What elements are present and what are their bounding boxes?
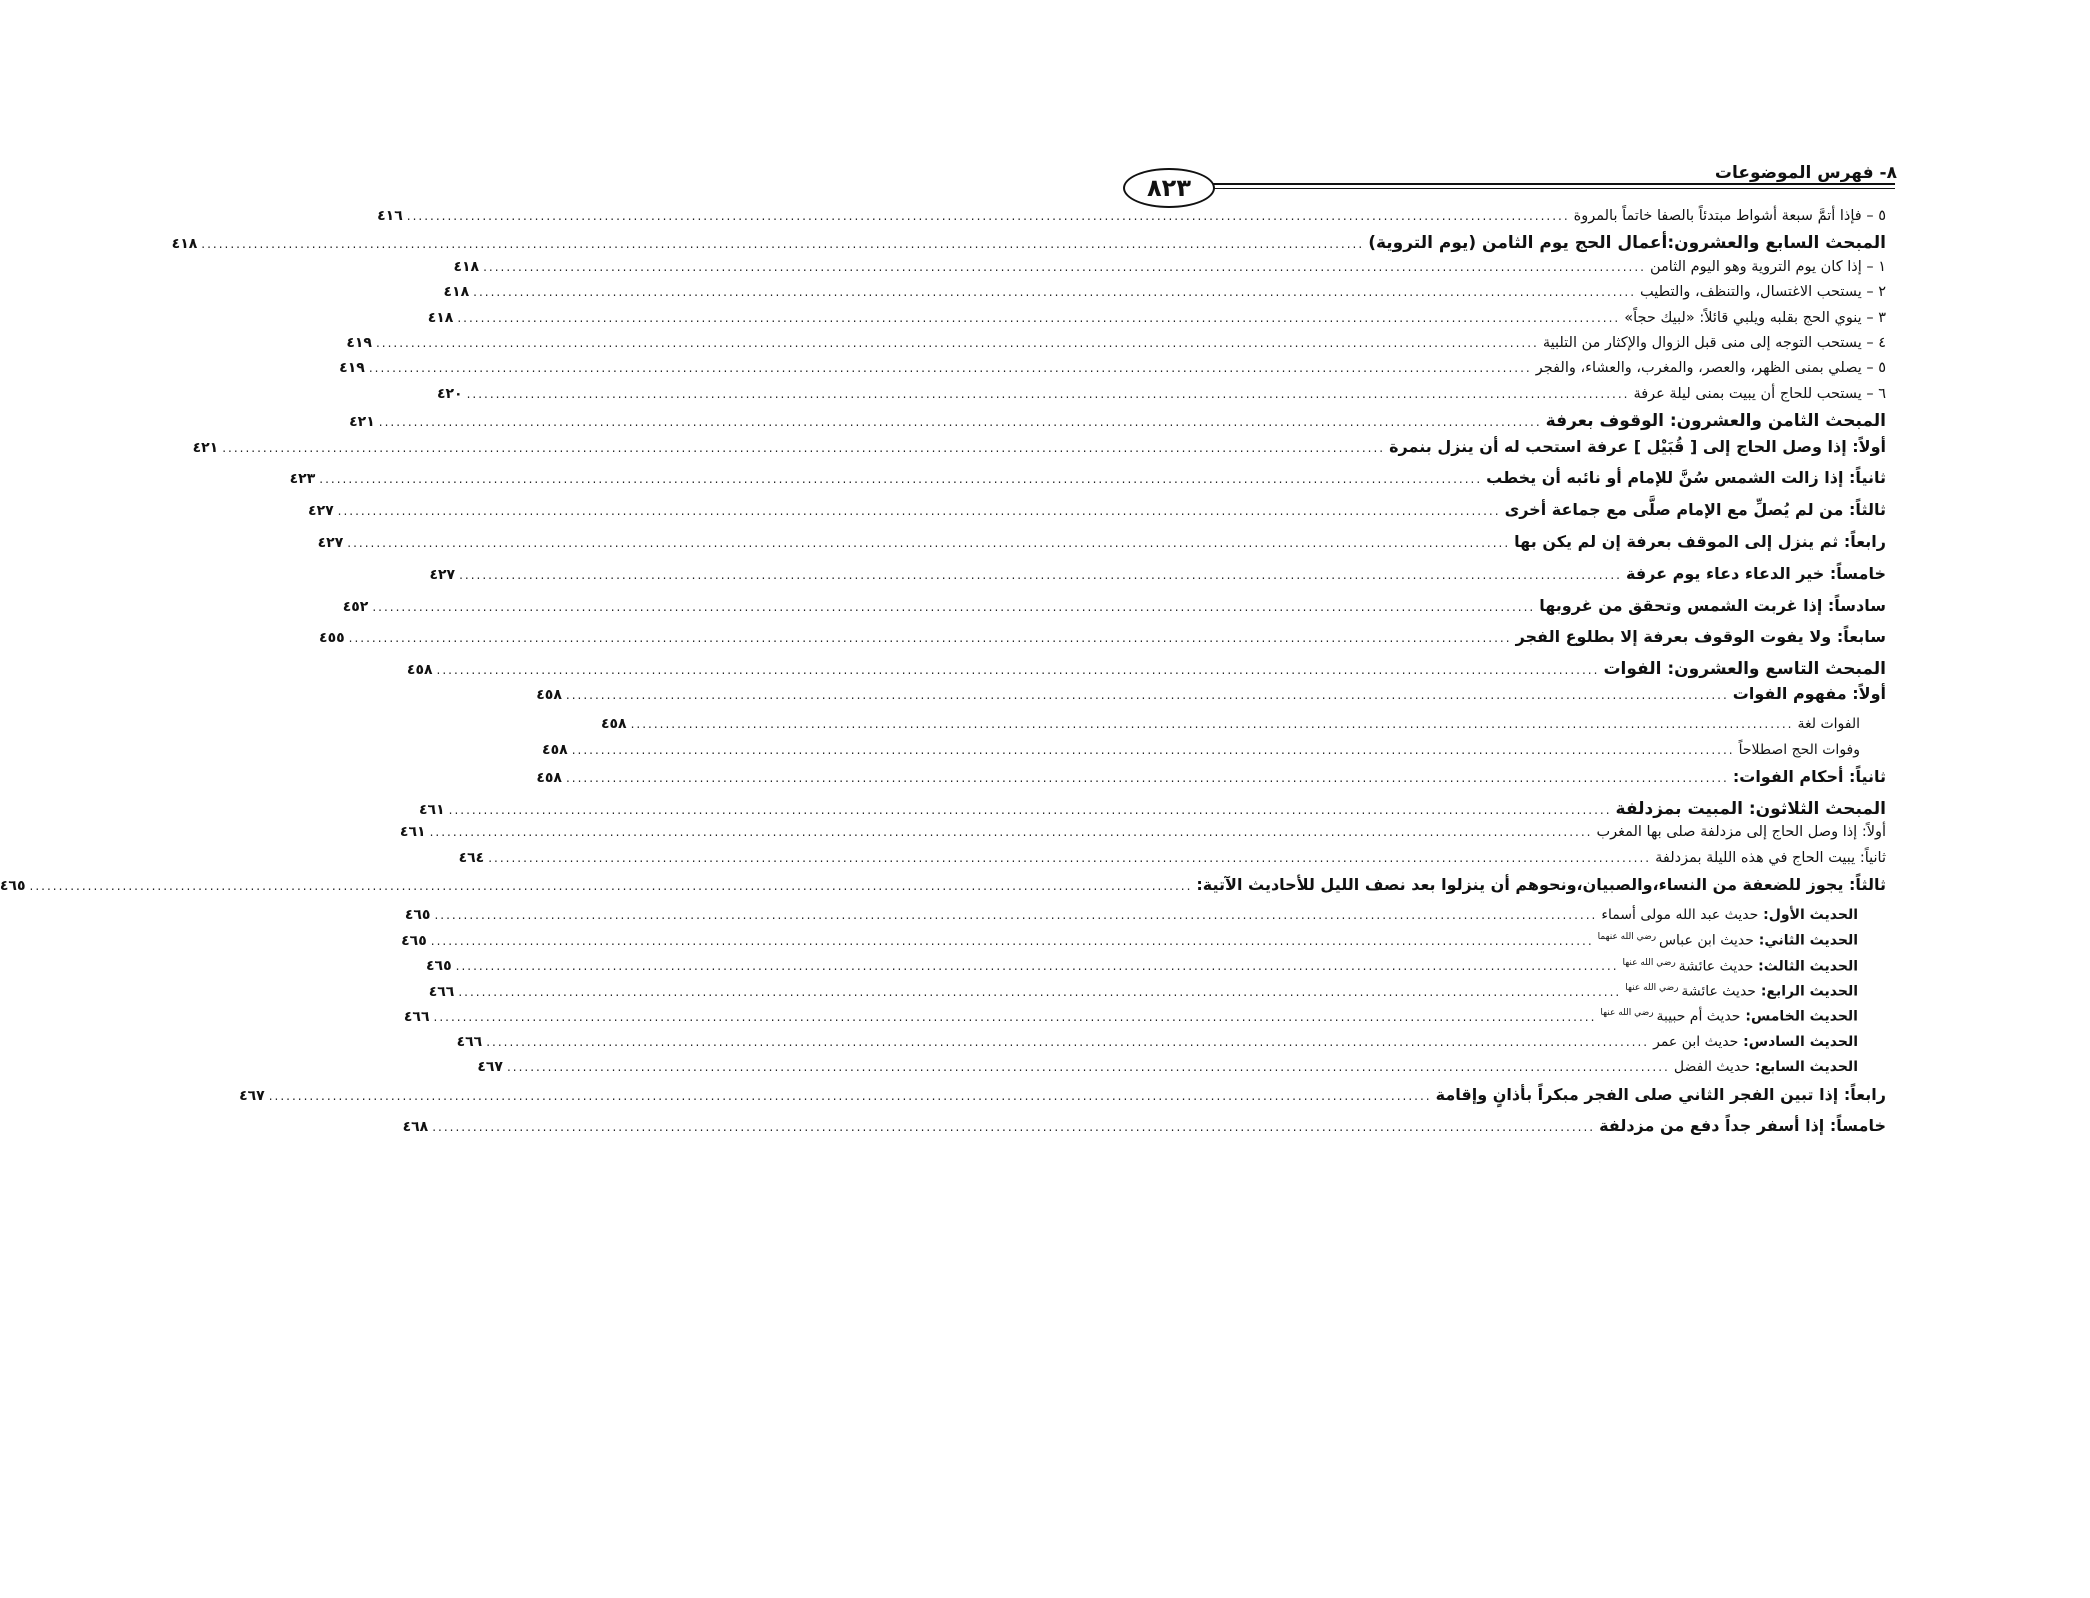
- toc-entry: [289, 468, 1886, 500]
- toc-entry-page: ٤٢٧: [308, 503, 334, 520]
- dot-leader: ........................................................................................................................................................................................................: [337, 504, 1501, 519]
- dot-leader: ........................................................................................................................................................................................................: [372, 599, 1536, 614]
- toc-entry: [542, 741, 1886, 767]
- toc-entry-text: ثالثاً: يجوز للضعفة من النساء،والصبيان،ونحوهم أن ينزلوا بعد نصف الليل للأحاديث الآتية:: [1196, 875, 1886, 895]
- toc-entry-text: المبحث التاسع والعشرون: الفوات: [1603, 659, 1886, 680]
- toc-entry-text: ثانياً: إذا زالت الشمس سُنَّ للإمام أو نائبه أن يخطب: [1486, 468, 1886, 488]
- hadith-number: الحديث الأول:: [1758, 906, 1858, 923]
- dot-leader: ........................................................................................................................................................................................................: [448, 802, 1612, 817]
- dot-leader: ........................................................................................................................................................................................................: [430, 933, 1594, 948]
- toc-entry-title: [1486, 468, 1886, 487]
- toc-entry-page: ٤٥٢: [342, 598, 369, 615]
- toc-entry-title: [1598, 932, 1886, 949]
- hadith-number: الحديث الثاني:: [1753, 932, 1858, 949]
- toc-entry: [342, 595, 1886, 628]
- toc-entry: [192, 436, 1886, 469]
- toc-entry-text: رابعاً: ثم ينزل إلى الموقف بعرفة إن لم يكن بها: [1514, 531, 1886, 551]
- hadith-number: الحديث الثالث:: [1753, 958, 1858, 975]
- toc-entry: [0, 875, 1886, 907]
- toc-entry-page: ٤٦١: [419, 801, 445, 818]
- toc-entry: [349, 411, 1886, 436]
- dot-leader: ........................................................................................................................................................................................................: [432, 1120, 1596, 1135]
- toc-entry-text: ٣ – ينوي الحج بقلبه ويلبي قائلاً: «لبيك حجاً»: [1624, 309, 1886, 326]
- honorific: رضي الله عنهما: [1597, 932, 1659, 943]
- header-rule: [1210, 183, 1895, 189]
- toc-entry-page: ٤٢٠: [436, 385, 463, 402]
- toc-entry-title: [1505, 500, 1886, 519]
- toc-entry-page: ٤٥٨: [536, 770, 562, 787]
- dot-leader: ........................................................................................................................................................................................................: [565, 688, 1729, 703]
- toc-entry-text: أولاً: إذا وصل الحاج إلى [ قُبَيْل ] عرفة استحب له أن ينزل بنمرة: [1389, 436, 1886, 456]
- toc-entry: [419, 798, 1886, 824]
- toc-entry-title: [1601, 907, 1886, 923]
- dot-leader: ........................................................................................................................................................................................................: [222, 440, 1386, 455]
- toc-entry: [319, 627, 1886, 659]
- dot-leader: ........................................................................................................................................................................................................: [433, 1010, 1597, 1025]
- page-number-badge: ٨٢٣: [1123, 168, 1215, 208]
- toc-entry-title: [1625, 983, 1886, 1000]
- toc-entry-page: ٤٢٧: [317, 534, 344, 551]
- toc-entry-text: أولاً: مفهوم الفوات: [1732, 684, 1886, 704]
- toc-entry: [346, 334, 1886, 360]
- honorific: رضي الله عنها: [1600, 1008, 1657, 1019]
- table-of-contents: [0, 208, 1886, 1148]
- toc-entry-page: ٤١٨: [443, 284, 470, 301]
- toc-entry-title: [1655, 850, 1886, 866]
- toc-entry-text: ٤ – يستحب التوجه إلى منى قبل الزوال والإكثار من التلبية: [1542, 334, 1886, 351]
- toc-entry: [427, 309, 1886, 335]
- toc-entry: [536, 767, 1886, 799]
- toc-entry: [401, 932, 1886, 957]
- dot-leader: ........................................................................................................................................................................................................: [458, 984, 1622, 999]
- toc-entry-page: ٤٦٦: [456, 1033, 483, 1050]
- toc-entry-text: ٢ – يستحب الاغتسال، والتنظف، والتطيب: [1640, 284, 1886, 301]
- toc-entry-page: ٤٦٤: [458, 849, 485, 866]
- toc-entry-page: ٤٢١: [192, 439, 219, 456]
- toc-entry-page: ٤٢٣: [289, 471, 316, 488]
- toc-entry-text: حديث ابن عباس: [1658, 932, 1754, 949]
- toc-entry-text: حديث عبد الله مولى أسماء: [1601, 906, 1759, 923]
- toc-entry-title: [1389, 437, 1886, 456]
- toc-entry-text: وفوات الحج اصطلاحاً: [1738, 741, 1860, 758]
- dot-leader: ........................................................................................................................................................................................................: [565, 771, 1729, 786]
- toc-entry: [536, 684, 1886, 716]
- toc-entry: [239, 1084, 1886, 1117]
- toc-entry: [339, 360, 1886, 385]
- toc-entry: [377, 208, 1886, 233]
- page-header-title: ٨- فهرس الموضوعات: [1714, 163, 1897, 183]
- toc-entry: [477, 1059, 1886, 1084]
- toc-entry-page: ٤٦٧: [239, 1087, 265, 1104]
- toc-entry-page: ٤١٨: [171, 236, 198, 253]
- toc-entry-text: سادساً: إذا غربت الشمس وتحقق من غروبها: [1539, 595, 1886, 615]
- toc-entry-title: [1543, 335, 1886, 351]
- toc-entry-title: [1516, 627, 1886, 646]
- dot-leader: ........................................................................................................................................................................................................: [488, 850, 1652, 865]
- toc-entry-page: ٤٦٥: [401, 932, 427, 949]
- toc-entry-page: ٤١٦: [377, 208, 403, 224]
- toc-entry-page: ٤٦١: [399, 824, 426, 841]
- honorific: رضي الله عنها: [1622, 957, 1679, 968]
- dot-leader: ........................................................................................................................................................................................................: [429, 825, 1593, 840]
- toc-entry-title: [1733, 767, 1886, 786]
- toc-entry: [308, 500, 1886, 532]
- dot-leader: ........................................................................................................................................................................................................: [378, 415, 1542, 430]
- toc-entry-page: ٤٦٥: [404, 906, 431, 923]
- toc-entry-page: ٤١٩: [339, 360, 365, 377]
- toc-entry: [403, 1008, 1886, 1033]
- dot-leader: ........................................................................................................................................................................................................: [368, 361, 1532, 376]
- dot-leader: ........................................................................................................................................................................................................: [347, 535, 1511, 550]
- dot-leader: ........................................................................................................................................................................................................: [457, 310, 1621, 325]
- toc-entry-page: ٤٥٨: [542, 741, 568, 758]
- toc-entry-text: المبحث الثامن والعشرون: الوقوف بعرفة: [1545, 411, 1886, 432]
- toc-entry-title: [1739, 742, 1886, 758]
- toc-entry: [171, 233, 1886, 258]
- dot-leader: ........................................................................................................................................................................................................: [506, 1060, 1670, 1075]
- toc-entry-page: ٤٦٧: [477, 1059, 503, 1076]
- toc-entry-page: ٤٦٨: [402, 1119, 429, 1136]
- toc-entry-text: أولاً: إذا وصل الحاج إلى مزدلفة صلى بها المغرب: [1596, 824, 1886, 841]
- toc-entry-title: [1599, 1116, 1886, 1135]
- toc-entry-text: ثالثاً: من لم يُصلِّ مع الإمام صلَّى مع جماعة أخرى: [1504, 500, 1886, 520]
- toc-entry: [428, 983, 1886, 1008]
- toc-entry-title: [1600, 1008, 1886, 1025]
- toc-entry: [404, 906, 1886, 932]
- toc-entry-page: ٤٢١: [349, 414, 375, 431]
- toc-entry-title: [1653, 1034, 1886, 1050]
- dot-leader: ........................................................................................................................................................................................................: [459, 567, 1622, 582]
- toc-entry-title: [1196, 875, 1886, 894]
- toc-entry-text: حديث عائشة: [1678, 958, 1754, 975]
- dot-leader: ........................................................................................................................................................................................................: [473, 285, 1637, 300]
- toc-entry-title: [1546, 411, 1886, 431]
- toc-entry-title: [1623, 958, 1886, 975]
- toc-entry: [600, 716, 1886, 741]
- dot-leader: ........................................................................................................................................................................................................: [319, 472, 1483, 487]
- toc-entry-title: [1536, 360, 1886, 376]
- toc-entry-title: [1596, 824, 1886, 840]
- toc-entry-title: [1733, 684, 1886, 703]
- toc-entry-title: [1633, 386, 1886, 402]
- toc-entry-text: خامساً: خير الدعاء دعاء يوم عرفة: [1625, 563, 1886, 583]
- toc-entry-text: ثانياً: أحكام الفوات:: [1732, 767, 1886, 787]
- toc-entry: [456, 1033, 1886, 1059]
- dot-leader: ........................................................................................................................................................................................................: [630, 717, 1794, 732]
- dot-leader: ........................................................................................................................................................................................................: [436, 663, 1600, 678]
- toc-entry-title: [1368, 233, 1886, 253]
- toc-entry-title: [1539, 596, 1886, 615]
- dot-leader: ........................................................................................................................................................................................................: [29, 879, 1193, 894]
- toc-entry-text: ٥ – يصلي بمنى الظهر، والعصر، والمغرب، والعشاء، والفجر: [1535, 360, 1886, 377]
- honorific: رضي الله عنها: [1625, 983, 1682, 993]
- toc-entry-title: [1616, 799, 1886, 819]
- toc-entry-page: ٤٥٨: [406, 662, 433, 679]
- toc-entry-text: ٦ – يستحب للحاج أن يبيت بمنى ليلة عرفة: [1633, 385, 1886, 402]
- dot-leader: ........................................................................................................................................................................................................: [348, 631, 1512, 646]
- hadith-number: الحديث الرابع:: [1755, 983, 1858, 1000]
- toc-entry-page: ٤٥٨: [600, 716, 627, 733]
- dot-leader: ........................................................................................................................................................................................................: [201, 237, 1365, 252]
- toc-entry-title: [1797, 716, 1886, 732]
- toc-entry-text: ٥ – فإذا أتمَّ سبعة أشواط مبتدئاً بالصفا خاتماً بالمروة: [1573, 208, 1886, 224]
- toc-entry-text: المبحث الثلاثون: المبيت بمزدلفة: [1615, 798, 1886, 819]
- dot-leader: ........................................................................................................................................................................................................: [434, 907, 1598, 922]
- toc-entry-page: ٤٦٦: [428, 983, 455, 1000]
- toc-entry-page: ٤٦٥: [0, 878, 26, 895]
- toc-entry-text: حديث أم حبيبة: [1656, 1009, 1741, 1026]
- toc-entry: [317, 531, 1886, 564]
- dot-leader: ........................................................................................................................................................................................................: [375, 335, 1539, 350]
- toc-entry-title: [1640, 284, 1886, 300]
- hadith-number: الحديث الخامس:: [1740, 1009, 1858, 1026]
- toc-entry-page: ٤٥٨: [536, 687, 562, 704]
- toc-entry-title: [1603, 659, 1886, 679]
- toc-entry-title: [1574, 208, 1886, 224]
- toc-entry-text: حديث ابن عمر: [1653, 1033, 1739, 1050]
- toc-entry: [425, 957, 1886, 983]
- dot-leader: ........................................................................................................................................................................................................: [455, 959, 1619, 974]
- toc-entry: [443, 284, 1886, 309]
- toc-entry-title: [1436, 1085, 1886, 1104]
- toc-entry-text: ثانياً: يبيت الحاج في هذه الليلة بمزدلفة: [1655, 849, 1886, 866]
- toc-entry: [436, 385, 1886, 411]
- toc-entry-text: سابعاً: ولا يفوت الوقوف بعرفة إلا بطلوع الفجر: [1515, 627, 1886, 647]
- toc-entry-text: حديث عائشة: [1681, 983, 1756, 1000]
- toc-entry-text: رابعاً: إذا تبين الفجر الثاني صلى الفجر مبكراً بأذانٍ وإقامة: [1435, 1084, 1886, 1104]
- toc-entry-text: ١ – إذا كان يوم التروية وهو اليوم الثامن: [1649, 258, 1886, 275]
- hadith-number: الحديث السادس:: [1738, 1033, 1858, 1050]
- dot-leader: ........................................................................................................................................................................................................: [571, 742, 1735, 757]
- toc-entry-title: [1650, 259, 1886, 275]
- toc-entry-page: ٤١٩: [346, 334, 372, 351]
- toc-entry-text: المبحث السابع والعشرون:أعمال الحج يوم الثامن (يوم التروية): [1368, 233, 1886, 254]
- toc-entry: [453, 258, 1886, 284]
- toc-entry-title: [1674, 1059, 1886, 1075]
- toc-entry-page: ٤٦٥: [425, 958, 452, 975]
- toc-entry: [429, 563, 1886, 596]
- dot-leader: ........................................................................................................................................................................................................: [268, 1088, 1432, 1103]
- dot-leader: ........................................................................................................................................................................................................: [406, 209, 1570, 223]
- toc-entry: [406, 659, 1886, 684]
- toc-entry-page: ٤١٨: [453, 258, 480, 275]
- toc-entry-page: ٤٥٥: [319, 630, 345, 647]
- toc-entry-page: ٤٢٧: [429, 566, 456, 583]
- toc-entry-title: [1514, 532, 1886, 551]
- toc-entry-text: حديث الفضل: [1673, 1059, 1750, 1076]
- toc-entry: [399, 824, 1886, 849]
- toc-entry-text: الفوات لغة: [1797, 716, 1860, 733]
- toc-entry-page: ٤١٨: [427, 309, 454, 326]
- toc-entry-title: [1624, 310, 1886, 326]
- dot-leader: ........................................................................................................................................................................................................: [466, 386, 1630, 401]
- dot-leader: ........................................................................................................................................................................................................: [483, 259, 1646, 274]
- toc-entry-page: ٤٦٦: [403, 1009, 430, 1026]
- toc-entry: [458, 849, 1886, 875]
- dot-leader: ........................................................................................................................................................................................................: [486, 1034, 1650, 1049]
- hadith-number: الحديث السابع:: [1749, 1059, 1858, 1076]
- toc-entry: [402, 1116, 1886, 1148]
- toc-entry-title: [1626, 564, 1886, 583]
- toc-entry-text: خامساً: إذا أسفر جداً دفع من مزدلفة: [1599, 1116, 1886, 1136]
